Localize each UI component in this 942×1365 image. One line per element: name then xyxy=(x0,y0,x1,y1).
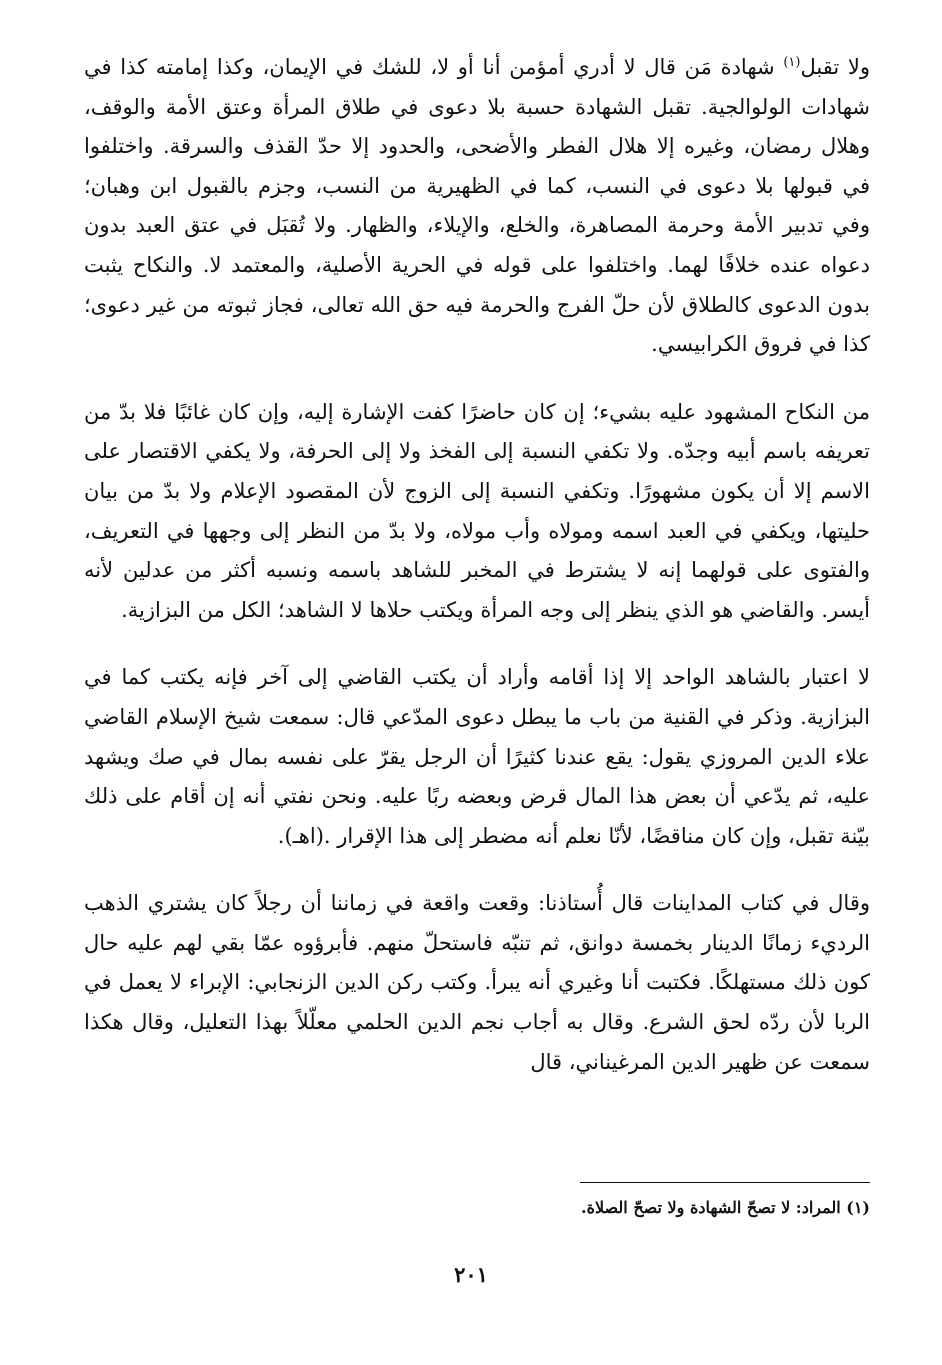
paragraph-4 xyxy=(84,884,870,1082)
paragraph-1-start: ولا تقبل xyxy=(800,55,870,79)
paragraph-2-text: من النكاح المشهود عليه بشيء؛ إن كان حاضرًا كفت الإشارة إليه، وإن كان غائبًا فلا بدّ من تعريفه باسم أبيه وجدّه. ولا تكفي النسبة إلى الفخذ ولا إلى الحرفة، ولا يكفي الاقتصار على الاسم إلا أن يكون مشهورًا. وتكفي النسبة إلى الزوج لأن المقصود الإعلام ولا بدّ من بيان حليتها، ويكفي في العبد اسمه ومولاه وأب مولاه، ولا بدّ من النظر إلى وجهها في التعريف، والفتوى على قولهما إنه لا يشترط في المخبر للشاهد باسمه ونسبه أكثر من عدلين لأنه أيسر. والقاضي هو الذي ينظر إلى وجه المرأة ويكتب حلاها لا الشاهد؛ الكل من البزازية. xyxy=(84,399,870,622)
paragraph-2 xyxy=(84,393,870,631)
footnote-reference: (١) xyxy=(783,55,801,70)
footnote: (١) المراد: لا تصحّ الشهادة ولا تصحّ الصلاة. xyxy=(581,1198,870,1217)
paragraph-1-rest: شهادة مَن قال لا أدري أمؤمن أنا أو لا، للشك في الإيمان، وكذا إمامته كذا في شهادات الولوالجية. تقبل الشهادة حسبة بلا دعوى في طلاق المرأة وعتق الأمة والوقف، وهلال رمضان، وغيره إلا هلال الفطر والأضحى، والحدود إلا حدّ القذف والسرقة. واختلفوا في قبولها بلا دعوى في النسب، كما في الظهيرية من النسب، وجزم بالقبول ابن وهبان؛ وفي تدبير الأمة وحرمة المصاهرة، والخلع، والإيلاء، والظهار. ولا تُقبَل في عتق العبد بدون دعواه عنده خلافًا لهما. واختلفوا على قوله في الحرية الأصلية، والمعتمد لا. والنكاح يثبت بدون الدعوى كالطلاق لأن حلّ الفرج والحرمة فيه حق الله تعالى، فجاز ثبوته من غير دعوى؛ كذا في فروق الكرابيسي. xyxy=(84,55,870,357)
footnote-divider xyxy=(580,1182,870,1183)
page-body xyxy=(84,48,870,1110)
page-number: ٢٠١ xyxy=(454,1262,488,1287)
paragraph-3-text: لا اعتبار بالشاهد الواحد إلا إذا أقامه وأراد أن يكتب القاضي إلى آخر فإنه يكتب كما في البزازية. وذكر في القنية من باب ما يبطل دعوى المدّعي قال: سمعت شيخ الإسلام القاضي علاء الدين المروزي يقول: يقع عندنا كثيرًا أن الرجل يقرّ على نفسه بمال في صك ويشهد عليه، ثم يدّعي أن بعض هذا المال قرض وبعضه ربًا عليه. ونحن نفتي أنه إن أقام على ذلك بيّنة تقبل، وإن كان مناقضًا، لأنّا نعلم أنه مضطر إلى هذا الإقرار .(اهـ). xyxy=(84,665,870,848)
paragraph-4-text: وقال في كتاب المداينات قال أُستاذنا: وقعت واقعة في زماننا أن رجلاً كان يشتري الذهب الرديء زمانًا الدينار بخمسة دوانق، ثم تنبّه فاستحلّ منهم. فأبرؤوه عمّا بقي لهم عليه حال كون ذلك مستهلكًا. فكتبت أنا وغيري أنه يبرأ. وكتب ركن الدين الزنجابي: الإبراء لا يعمل في الربا لأن ردّه لحق الشرع. وقال به أجاب نجم الدين الحلمي معلّلاً بهذا التعليل، وقال هكذا سمعت عن ظهير الدين المرغيناني، قال xyxy=(84,891,870,1074)
paragraph-3 xyxy=(84,658,870,856)
paragraph-1 xyxy=(84,48,870,365)
